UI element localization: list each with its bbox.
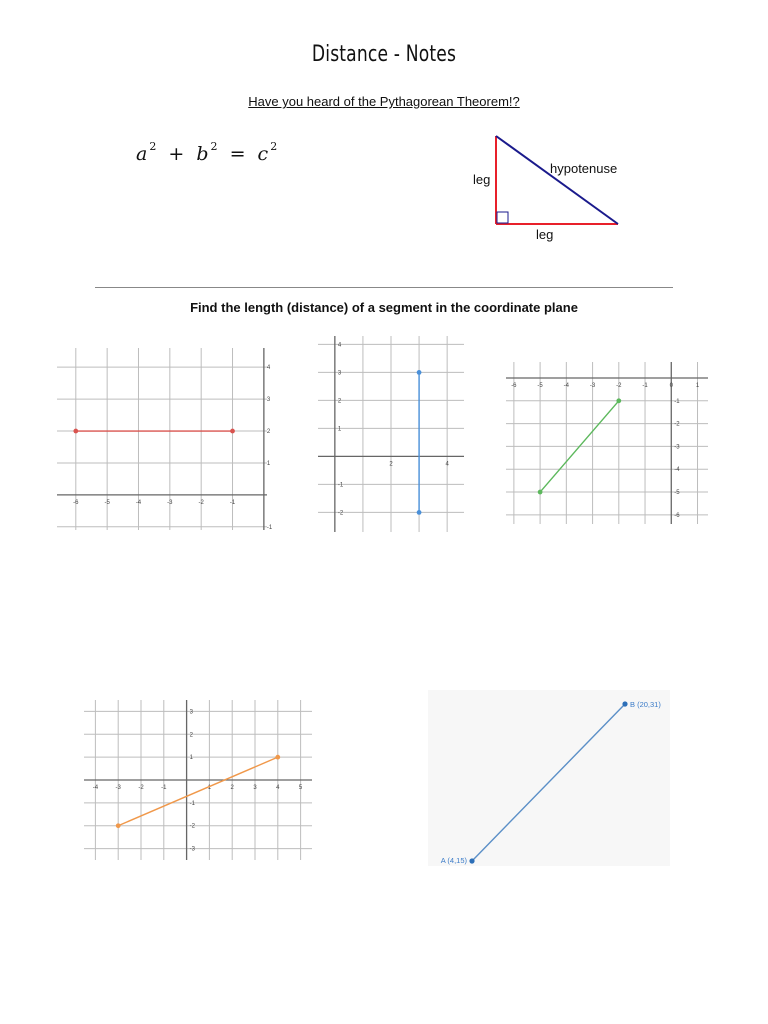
graph-4-ytick-label: -1 <box>189 800 195 807</box>
graph-2-endpoint <box>417 510 422 515</box>
graph-1 <box>57 348 273 531</box>
graph-2-ytick-label: -2 <box>337 510 344 517</box>
graph-3-ytick-label: -3 <box>674 444 680 451</box>
subtitle: Have you heard of the Pythagorean Theorem!? <box>248 94 520 109</box>
graph-3-endpoint <box>616 398 621 403</box>
formula-equals: = <box>229 143 246 165</box>
graph-3-xtick-label: -2 <box>616 382 622 389</box>
formula-exp-b: 2 <box>210 140 218 153</box>
formula-c: c <box>257 143 269 165</box>
graph-5-endpoint <box>469 858 474 863</box>
graph-5 <box>428 690 670 866</box>
graph-1-xtick-label: -4 <box>135 499 142 506</box>
graph-1-ytick-label: 1 <box>266 460 271 467</box>
graph-4-xtick-label: -3 <box>115 785 121 791</box>
graph-3-ytick-label: -1 <box>674 398 680 405</box>
graph-4-endpoint <box>116 823 121 828</box>
graph-1-ytick-label: -1 <box>266 524 273 531</box>
graph-4-xtick-label: -4 <box>92 785 99 791</box>
graph-4-ytick-label: 1 <box>189 755 193 762</box>
graph-1-xtick-label: -6 <box>73 499 79 506</box>
triangle-hypotenuse-label: hypotenuse <box>550 161 618 176</box>
graph-2-ytick-label: -1 <box>337 482 344 489</box>
graph-2-ytick-label: 4 <box>337 342 342 349</box>
graph-4-xtick-label: 3 <box>253 785 257 791</box>
graph-3-ytick-label: -5 <box>674 490 680 497</box>
graph-3-ytick-label: -6 <box>674 512 680 519</box>
graph-1-xtick-label: -1 <box>229 499 236 506</box>
graph-3-xtick-label: -1 <box>642 382 648 389</box>
graph-2-ytick-label: 2 <box>337 398 342 405</box>
formula-exp-a: 2 <box>149 140 157 153</box>
section-heading: Find the length (distance) of a segment in the coordinate plane <box>190 300 578 315</box>
graph-1-endpoint <box>73 429 78 434</box>
graph-4-xtick-label: 5 <box>298 785 303 791</box>
graph-4-xtick-label: 4 <box>276 785 280 791</box>
graph-4 <box>84 700 312 860</box>
graph-4-ytick-label: 2 <box>189 732 193 739</box>
graph-3-xtick-label: 1 <box>695 382 700 389</box>
graph-4-ytick-label: -3 <box>189 846 195 853</box>
formula-plus: + <box>168 143 185 165</box>
graph-3-svg <box>506 362 708 524</box>
graph-2-ytick-label: 1 <box>337 426 342 433</box>
formula-a: a <box>136 143 148 165</box>
graph-4-xtick-label: -2 <box>138 785 144 791</box>
graph-3-ytick-label: -4 <box>674 467 680 474</box>
graph-3-xtick-label: -4 <box>563 382 570 389</box>
graph-4-xtick-label: 2 <box>230 785 234 791</box>
triangle-hypotenuse-line <box>496 136 618 224</box>
pythagorean-formula <box>136 140 277 165</box>
triangle-leg-bottom-label: leg <box>536 227 554 242</box>
graph-5-svg <box>428 690 670 866</box>
graph-2-svg <box>318 336 464 532</box>
graph-2-ytick-label: 3 <box>337 370 342 377</box>
graph-3-xtick-label: 0 <box>669 382 673 389</box>
graph-4-ytick-label: 3 <box>189 709 193 716</box>
graph-3-xtick-label: -5 <box>537 382 543 389</box>
triangle-leg-left-label: leg <box>473 172 491 187</box>
graph-4-xtick-label: -1 <box>161 785 167 791</box>
graph-1-svg <box>57 348 273 531</box>
graph-4-endpoint <box>275 755 280 760</box>
graph-2-xtick-label: 4 <box>445 461 449 468</box>
graph-1-endpoint <box>230 429 235 434</box>
graph-1-ytick-label: 3 <box>266 397 271 404</box>
graph-3 <box>506 362 708 524</box>
graph-1-xtick-label: -3 <box>167 499 173 506</box>
formula-exp-c: 2 <box>270 140 278 153</box>
graph-5-point-a-label: A (4,15) <box>440 856 467 865</box>
graph-3-ytick-label: -2 <box>674 421 680 428</box>
graph-3-xtick-label: -6 <box>511 382 517 389</box>
graph-1-ytick-label: 2 <box>266 429 271 436</box>
graph-1-xtick-label: -5 <box>104 499 110 506</box>
graph-5-endpoint <box>622 701 627 706</box>
graph-2 <box>318 336 464 532</box>
page-title: Distance - Notes <box>311 42 457 67</box>
section-divider <box>95 287 673 288</box>
graph-2-endpoint <box>417 370 422 375</box>
graph-4-ytick-label: -2 <box>189 823 195 830</box>
graph-3-xtick-label: -3 <box>589 382 596 389</box>
right-angle-marker <box>497 212 508 223</box>
graph-4-segment <box>115 757 278 826</box>
graph-5-point-b-label: B (20,31) <box>630 700 661 709</box>
graph-1-xtick-label: -2 <box>198 499 204 506</box>
graph-1-ytick-label: 4 <box>266 365 271 372</box>
right-triangle-diagram <box>460 128 650 248</box>
formula-b: b <box>196 143 209 165</box>
graph-4-svg <box>84 700 312 860</box>
graph-3-endpoint <box>538 490 543 495</box>
graph-2-xtick-label: 2 <box>389 461 393 468</box>
graph-5-background <box>428 690 670 866</box>
graph-4-xtick-label: 1 <box>207 785 212 791</box>
